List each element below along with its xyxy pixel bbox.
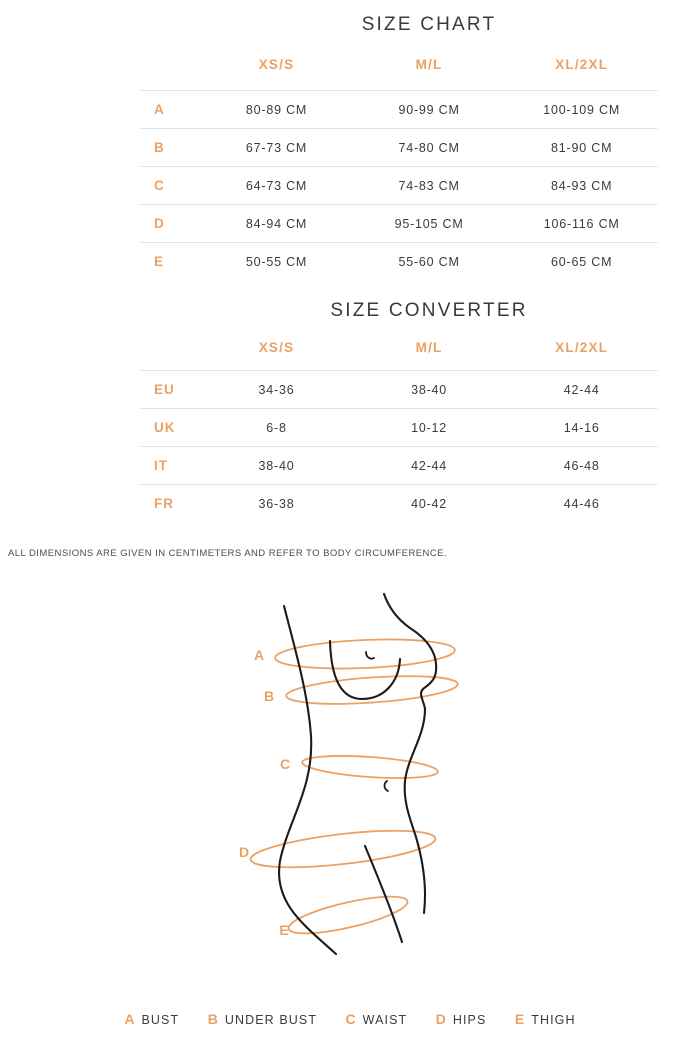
cell: 36-38 (258, 496, 295, 511)
table-row (140, 371, 658, 409)
cell: 67-73 CM (245, 140, 308, 155)
legend-key: C (345, 1011, 356, 1027)
cell: 90-99 CM (398, 102, 460, 117)
row-label-fr: FR (154, 496, 174, 511)
legend-label: BUST (141, 1013, 180, 1027)
row-label-eu: EU (154, 382, 175, 397)
row-label-e: E (154, 254, 165, 269)
legend-item-under-bust (208, 1011, 317, 1029)
size-converter-title: SIZE CONVERTER (330, 300, 528, 321)
column-header-xs-s: XS/S (258, 56, 295, 72)
back-outline (279, 606, 336, 954)
cell: 60-65 CM (551, 254, 613, 269)
legend-item-hips (436, 1011, 487, 1029)
navel-mark (384, 781, 388, 791)
cell: 42-44 (563, 382, 600, 397)
row-label-it: IT (154, 458, 168, 473)
cell: 64-73 CM (245, 178, 308, 193)
table-row (140, 485, 658, 523)
column-header-xl-2xl: XL/2XL (555, 339, 609, 355)
legend-item-bust (124, 1011, 179, 1029)
cell: 106-116 CM (543, 216, 620, 231)
size-chart-header-row (140, 38, 658, 91)
marker-a: A (253, 647, 265, 663)
dimensions-note: ALL DIMENSIONS ARE GIVEN IN CENTIMETERS AND REFER TO BODY CIRCUMFERENCE. (8, 548, 448, 559)
table-row (140, 129, 658, 167)
legend-label: UNDER BUST (224, 1013, 318, 1027)
cell: 40-42 (411, 496, 448, 511)
hips-ellipse (249, 824, 437, 875)
cell: 84-94 CM (245, 216, 308, 231)
table-row (140, 167, 658, 205)
legend-label: WAIST (362, 1013, 408, 1027)
body-measurement-figure (0, 581, 700, 995)
marker-c: C (279, 756, 291, 772)
breast-outline (330, 641, 400, 699)
body-figure-illustration (228, 581, 478, 995)
table-row (140, 243, 658, 281)
column-header-m-l: M/L (415, 339, 443, 355)
cell: 50-55 CM (245, 254, 308, 269)
size-converter-header-row (140, 324, 658, 371)
size-tables (140, 0, 658, 522)
cell: 38-40 (411, 382, 448, 397)
table-row (140, 205, 658, 243)
cell: 55-60 CM (398, 254, 460, 269)
legend-key: B (207, 1011, 218, 1027)
column-header-xs-s: XS/S (258, 339, 295, 355)
cell: 84-93 CM (551, 178, 613, 193)
size-chart-table (140, 38, 658, 280)
marker-b: B (263, 688, 275, 704)
header-spacer (140, 324, 200, 371)
row-label-c: C (154, 178, 165, 193)
marker-e: E (279, 922, 289, 938)
row-label-a: A (154, 102, 165, 117)
marker-d: D (238, 844, 250, 860)
legend-key: D (435, 1011, 446, 1027)
waist-ellipse (301, 752, 438, 781)
legend-label: THIGH (531, 1013, 576, 1027)
measurement-legend (0, 1011, 700, 1029)
legend-item-waist (346, 1011, 408, 1029)
cell: 6-8 (266, 420, 287, 435)
legend-item-thigh (515, 1011, 576, 1029)
legend-key: E (514, 1011, 525, 1027)
legend-key: A (124, 1011, 135, 1027)
cell: 14-16 (563, 420, 600, 435)
cell: 80-89 CM (245, 102, 308, 117)
size-converter-table (140, 324, 658, 522)
table-row (140, 409, 658, 447)
cell: 34-36 (258, 382, 295, 397)
cell: 10-12 (411, 420, 448, 435)
row-label-b: B (154, 140, 165, 155)
table-row (140, 91, 658, 129)
size-chart-title: SIZE CHART (361, 14, 497, 35)
cell: 44-46 (563, 496, 600, 511)
row-label-uk: UK (154, 420, 176, 435)
column-header-m-l: M/L (415, 56, 443, 72)
cell: 42-44 (411, 458, 448, 473)
inner-leg-line (365, 846, 402, 942)
row-label-d: D (154, 216, 165, 231)
cell: 46-48 (563, 458, 600, 473)
legend-label: HIPS (452, 1013, 487, 1027)
cell: 38-40 (258, 458, 295, 473)
header-spacer (140, 38, 200, 91)
cell: 74-83 CM (398, 178, 460, 193)
column-header-xl-2xl: XL/2XL (555, 56, 609, 72)
cell: 95-105 CM (394, 216, 464, 231)
cell: 100-109 CM (543, 102, 621, 117)
nipple-mark (366, 652, 374, 659)
table-row (140, 447, 658, 485)
under-bust-ellipse (285, 672, 458, 709)
cell: 74-80 CM (398, 140, 460, 155)
bust-ellipse (274, 636, 455, 672)
cell: 81-90 CM (551, 140, 613, 155)
